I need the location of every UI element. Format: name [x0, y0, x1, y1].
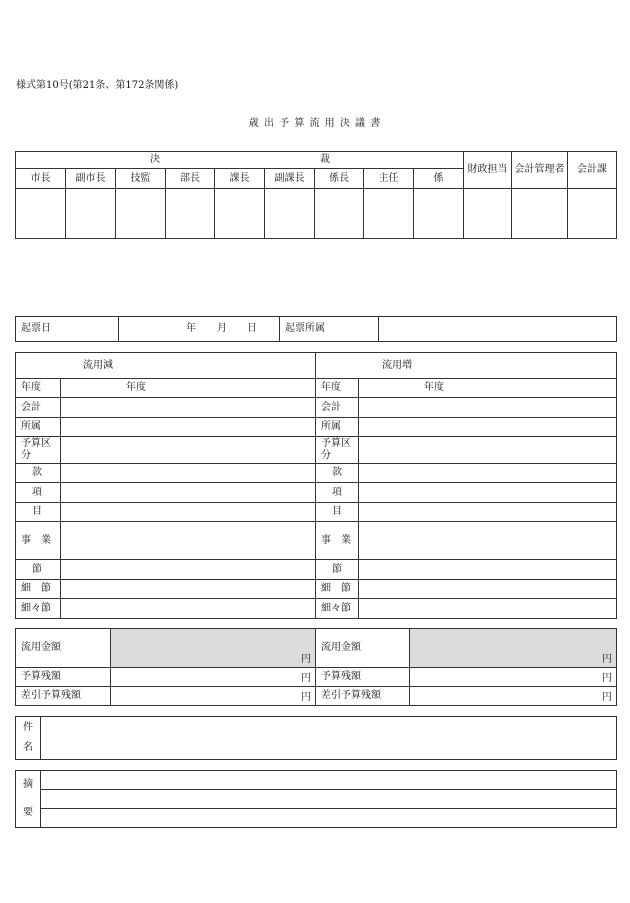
stamp-cell[interactable] [315, 189, 364, 239]
role-deputy-mayor: 副市長 [66, 169, 116, 189]
stamp-cell[interactable] [265, 189, 315, 239]
stamp-cell[interactable] [166, 189, 215, 239]
dec-kou-label: 項 [16, 483, 61, 503]
inc-kou-field[interactable] [359, 483, 617, 503]
inc-kou-label: 項 [316, 483, 359, 503]
role-mayor: 市長 [16, 169, 66, 189]
dec-saisaisetsu-field[interactable] [61, 599, 316, 619]
inc-budget-balance-field[interactable]: 円 [410, 668, 617, 687]
inc-accounting-field[interactable] [359, 398, 617, 418]
inc-saisaisetsu-field[interactable] [359, 599, 617, 619]
role-senior-staff: 主任 [364, 169, 414, 189]
issue-dept-label: 起票所属 [280, 317, 379, 342]
role-section-chief: 課長 [215, 169, 265, 189]
dec-kan-field[interactable] [61, 464, 316, 483]
inc-accounting-label: 会計 [316, 398, 359, 418]
inc-transfer-amount-field[interactable]: 円 [410, 629, 617, 668]
inc-saisetsu-label: 細 節 [316, 580, 359, 599]
subject-field[interactable] [41, 717, 617, 760]
dec-moku-field[interactable] [61, 503, 316, 522]
dec-saisetsu-label: 細 節 [16, 580, 61, 599]
dec-setsu-field[interactable] [61, 560, 316, 580]
dec-saisetsu-field[interactable] [61, 580, 316, 599]
inc-project-label: 事 業 [316, 522, 359, 560]
inc-moku-field[interactable] [359, 503, 617, 522]
inc-project-field[interactable] [359, 522, 617, 560]
inc-affiliation-field[interactable] [359, 418, 617, 437]
summary-label: 摘 要 [16, 771, 41, 828]
accounting-manager-header: 会計管理者 [512, 152, 568, 189]
summary-line[interactable] [41, 790, 617, 809]
stamp-cell[interactable] [414, 189, 464, 239]
dec-kou-field[interactable] [61, 483, 316, 503]
inc-net-balance-field[interactable]: 円 [410, 687, 617, 706]
dec-moku-label: 目 [16, 503, 61, 522]
finance-header: 財政担当 [464, 152, 512, 189]
role-department-head: 部長 [166, 169, 215, 189]
dec-budget-balance-label: 予算残額 [16, 668, 111, 687]
inc-saisetsu-field[interactable] [359, 580, 617, 599]
dec-budget-class-label: 予算区 分 [16, 437, 61, 464]
inc-budget-class-label: 予算区 分 [316, 437, 359, 464]
day-label: 日 [247, 323, 257, 334]
inc-transfer-amount-label: 流用金額 [316, 629, 410, 668]
inc-affiliation-label: 所属 [316, 418, 359, 437]
subject-label: 件 名 [16, 717, 41, 760]
role-engineering-director: 技監 [116, 169, 166, 189]
stamp-cell[interactable] [364, 189, 414, 239]
stamp-cell[interactable] [568, 189, 617, 239]
summary-line[interactable] [41, 809, 617, 828]
summary-line[interactable] [41, 771, 617, 790]
stamp-cell[interactable] [66, 189, 116, 239]
inc-kan-field[interactable] [359, 464, 617, 483]
decision-right-label: 裁 [320, 154, 330, 165]
dec-budget-balance-field[interactable]: 円 [111, 668, 316, 687]
year-label: 年 [186, 323, 196, 334]
stamp-cell[interactable] [116, 189, 166, 239]
dec-transfer-amount-label: 流用金額 [16, 629, 111, 668]
dec-accounting-label: 会計 [16, 398, 61, 418]
issue-date-label: 起票日 [16, 317, 119, 342]
stamp-cell[interactable] [464, 189, 512, 239]
role-staff: 係 [414, 169, 464, 189]
inc-budget-balance-label: 予算残額 [316, 668, 410, 687]
inc-fiscal-year-label: 年度 [316, 379, 359, 398]
dec-affiliation-field[interactable] [61, 418, 316, 437]
issue-info-table [15, 316, 617, 342]
accounting-section-header: 会計課 [568, 152, 617, 189]
summary-table [15, 770, 617, 828]
dec-budget-class-field[interactable] [61, 437, 316, 464]
role-deputy-section-chief: 副課長 [265, 169, 315, 189]
role-unit-chief: 係長 [315, 169, 364, 189]
stamp-cell[interactable] [215, 189, 265, 239]
inc-budget-class-field[interactable] [359, 437, 617, 464]
inc-saisaisetsu-label: 細々節 [316, 599, 359, 619]
inc-setsu-field[interactable] [359, 560, 617, 580]
month-label: 月 [217, 323, 227, 334]
dec-project-field[interactable] [61, 522, 316, 560]
dec-accounting-field[interactable] [61, 398, 316, 418]
approval-table [15, 151, 617, 239]
increase-header: 流用増 [316, 353, 617, 379]
inc-moku-label: 目 [316, 503, 359, 522]
decrease-header: 流用減 [16, 353, 316, 379]
dec-affiliation-label: 所属 [16, 418, 61, 437]
dec-fiscal-year-label: 年度 [16, 379, 61, 398]
inc-kan-label: 款 [316, 464, 359, 483]
stamp-cell[interactable] [16, 189, 66, 239]
amount-table [15, 628, 617, 706]
dec-setsu-label: 節 [16, 560, 61, 580]
transfer-table [15, 352, 617, 619]
dec-net-balance-label: 差引予算残額 [16, 687, 111, 706]
issue-date-field[interactable] [119, 317, 280, 342]
dec-kan-label: 款 [16, 464, 61, 483]
stamp-cell[interactable] [512, 189, 568, 239]
form-number: 様式第10号(第21条、第172条関係) [16, 80, 179, 91]
dec-fiscal-year-field[interactable]: 年度 [61, 379, 316, 398]
decision-left-label: 決 [150, 154, 160, 165]
inc-setsu-label: 節 [316, 560, 359, 580]
dec-transfer-amount-field[interactable]: 円 [111, 629, 316, 668]
document-title: 歳 出 予 算 流 用 決 議 書 [248, 118, 382, 129]
issue-dept-field[interactable] [379, 317, 617, 342]
inc-fiscal-year-field[interactable]: 年度 [359, 379, 617, 398]
dec-saisaisetsu-label: 細々節 [16, 599, 61, 619]
dec-net-balance-field[interactable]: 円 [111, 687, 316, 706]
inc-net-balance-label: 差引予算残額 [316, 687, 410, 706]
subject-table [15, 716, 617, 760]
dec-project-label: 事 業 [16, 522, 61, 560]
approval-header-cell [16, 152, 464, 169]
